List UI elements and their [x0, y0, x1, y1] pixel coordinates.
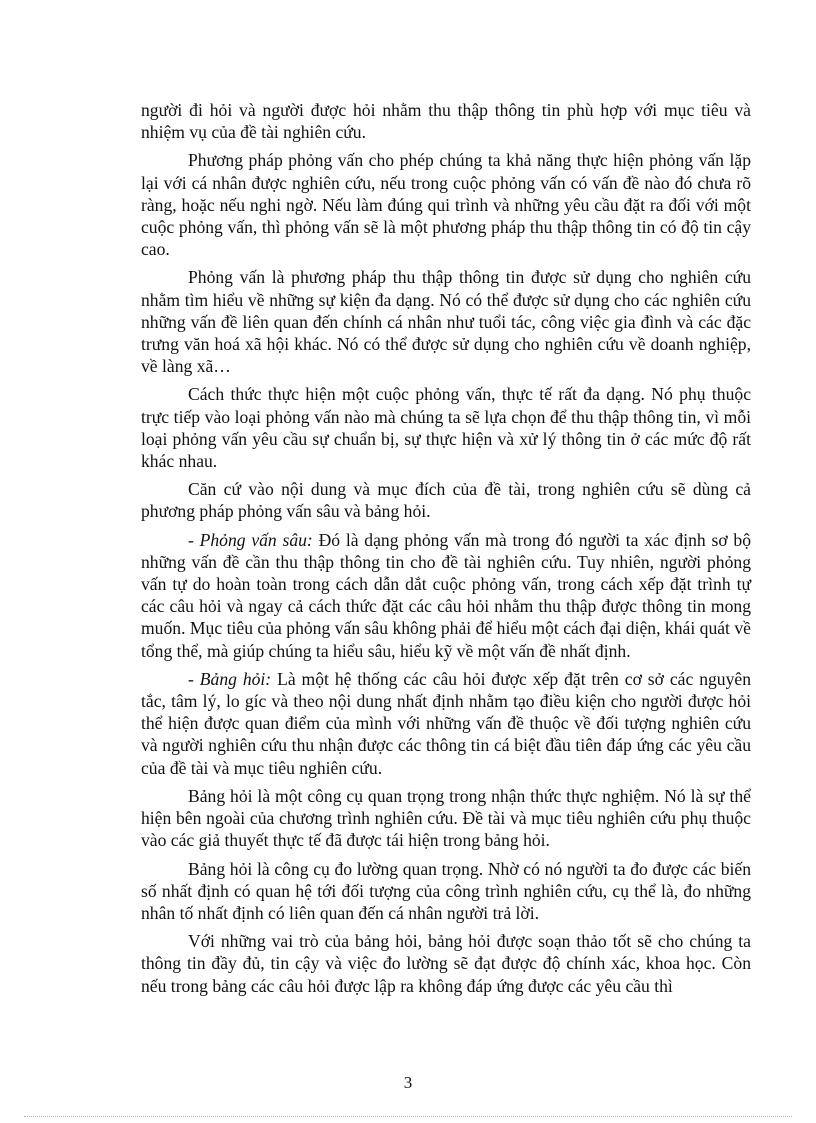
paragraph-4	[141, 383, 751, 472]
paragraph-text: Cách thức thực hiện một cuộc phỏng vấn, thực tế rất đa dạng. Nó phụ thuộc trực tiếp vào loại phỏng vấn nào mà chúng ta sẽ lựa chọn để thu thập thông tin, vì mỗi loại phỏng vấn yêu cầu sự chuẩn bị, sự thực hiện và xử lý thông tin ở các mức độ rất khác nhau.	[141, 384, 751, 472]
paragraph-5	[141, 478, 751, 522]
paragraph-text: Là một hệ thống các câu hỏi được xếp đặt trên cơ sở các nguyên tắc, tâm lý, lo gíc và theo nội dung nhất định nhằm tạo điều kiện cho người được hỏi thể hiện được quan điểm của mình với những vấn đề thuộc về đối tượng nghiên cứu và người nghiên cứu thu nhận được các thông tin cá biệt đầu tiên đáp ứng các yêu cầu của đề tài và mục tiêu nghiên cứu.	[141, 668, 751, 778]
term-questionnaire: - Bảng hỏi:	[188, 668, 272, 689]
paragraph-9	[141, 858, 751, 925]
paragraph-text: Bảng hỏi là một công cụ quan trọng trong nhận thức thực nghiệm. Nó là sự thể hiện bên ngoài của chương trình nghiên cứu. Đề tài và mục tiêu nghiên cứu phụ thuộc vào các giả thuyết thực tế đã được tái hiện trong bảng hỏi.	[141, 785, 751, 851]
paragraph-text: Bảng hỏi là công cụ đo lường quan trọng. Nhờ có nó người ta đo được các biến số nhất định có quan hệ tới đối tượng của công trình nghiên cứu, cụ thể là, đo những nhân tố nhất định có liên quan đến cá nhân người trả lời.	[141, 858, 751, 923]
paragraph-10	[141, 930, 751, 997]
paragraph-text: Đó là dạng phỏng vấn mà trong đó người ta xác định sơ bộ những vấn đề cần thu thập thông tin cho đề tài nghiên cứu. Tuy nhiên, người phỏng vấn tự do hoàn toàn trong cách dẫn dắt cuộc phỏng vấn, trong cách xếp đặt trình tự các câu hỏi và ngay cả cách thức đặt các câu hỏi nhằm thu thập được thông tin mong muốn. Mục tiêu của phỏng vấn sâu không phải để hiểu một cách đại diện, khái quát về tổng thể, mà giúp chúng ta hiểu sâu, hiểu kỹ về một vấn đề nhất định.	[141, 529, 751, 661]
paragraph-text: Phương pháp phỏng vấn cho phép chúng ta khả năng thực hiện phỏng vấn lặp lại với cá nhân được nghiên cứu, nếu trong cuộc phỏng vấn có vấn đề nào đó chưa rõ ràng, hoặc nếu nghi ngờ. Nếu làm đúng qui trình và những yêu cầu đặt ra đối với một cuộc phỏng vấn, thì phỏng vấn sẽ là một phương pháp thu thập thông tin có độ tin cậy cao.	[141, 150, 751, 260]
term-in-depth-interview: - Phỏng vấn sâu:	[188, 529, 313, 550]
paragraph-6	[141, 529, 751, 662]
paragraph-text: Với những vai trò của bảng hỏi, bảng hỏi được soạn thảo tốt sẽ cho chúng ta thông tin đầy đủ, tin cậy và việc đo lường sẽ đạt được độ chính xác, khoa học. Còn nếu trong bảng các câu hỏi được lập ra không đáp ứng được các yêu cầu thì	[141, 931, 751, 996]
paragraph-1	[141, 99, 751, 143]
paragraph-7	[141, 668, 751, 779]
footer-divider	[24, 1116, 792, 1117]
page-number: 3	[403, 1073, 413, 1092]
paragraph-3	[141, 266, 751, 377]
paragraph-text: người đi hỏi và người được hỏi nhằm thu thập thông tin phù hợp với mục tiêu và nhiệm vụ của đề tài nghiên cứu.	[141, 100, 751, 143]
paragraph-2	[141, 149, 751, 260]
paragraph-text: Phỏng vấn là phương pháp thu thập thông tin được sử dụng cho nghiên cứu nhằm tìm hiểu về những sự kiện đa dạng. Nó có thể được sử dụng cho các nghiên cứu những vấn đề liên quan đến chính cá nhân như tuổi tác, công việc gia đình và các đặc trưng văn hoá xã hội khác. Nó có thể được sử dụng cho nghiên cứu về doanh nghiệp, về làng xã…	[141, 267, 751, 377]
paragraph-text: Căn cứ vào nội dung và mục đích của đề tài, trong nghiên cứu sẽ dùng cả phương pháp phỏng vấn sâu và bảng hỏi.	[141, 479, 751, 522]
paragraph-8	[141, 785, 751, 852]
body-text	[141, 99, 751, 1003]
